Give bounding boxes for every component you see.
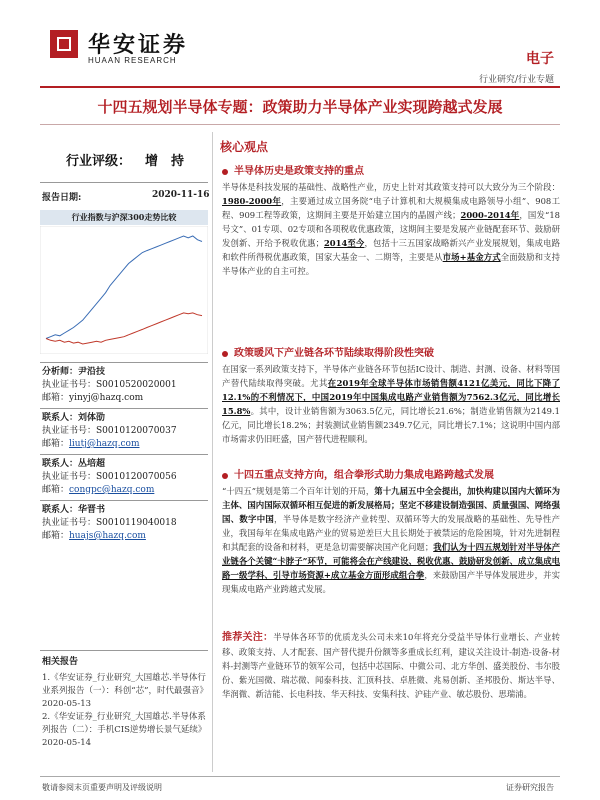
text-run: ，包括十三五国家战略新兴产业发展规划，集成电路和软件所得税优惠政策，国家大基金一、二期等，主要是从: [222, 238, 561, 262]
analyst-cert: 执业证书号：S0010120070037: [42, 426, 177, 436]
related-reports-heading: 相关报告: [42, 657, 79, 667]
analyst-role: 分析师：: [42, 367, 79, 377]
analyst-email[interactable]: yinyj@hazq.com: [69, 393, 144, 403]
analyst-role: 联系人：: [42, 505, 79, 515]
section-3-text: [222, 484, 560, 596]
recommendation-label: 推荐关注：: [222, 632, 274, 643]
rating: [66, 150, 184, 169]
highlight: 在2019年全球半导体市场销售额4121亿美元，同比下降了12.1%的不利情况下，中国2019年中国集成电路产业销售额为7562.3亿元，同比增长15.8%: [222, 378, 560, 416]
logo-cn: 华安证券: [88, 32, 189, 58]
left-divider: [40, 408, 208, 409]
email-label: 邮箱：: [42, 531, 70, 541]
text-run: 半导体各环节的优质龙头公司未来10年将充分受益半导体行业增长、产业转移、政策支持、人才配套、国产替代提升份额等多重成长红利，建议关注设计-制造-设备-材料-封测等产业链环节的领军公司，包括中芯国际、中微公司、北方华创、盛美股份、韦尔股份、紫光国微、瑞芯微、闻泰科技、汇顶科技、卓胜微、兆易创新、圣邦股份、斯达半导、华润微、新洁能、长电科技、华天科技、安集科技、沪硅产业、敏芯股份、思瑞浦。: [222, 632, 561, 699]
recommendation-text: [222, 630, 560, 701]
text-run: ，国发“18号文”、01专项、02专项和各项税收优惠政策，这期间主要是发展产业链配套环节、鼓励研发创新、开给予税收优惠；: [222, 210, 560, 248]
analyst-name: 丛培超: [78, 459, 106, 469]
text-run: 在国家一系列政策支持下，半导体产业链各环节包括IC设计、制造、封测、设备、材料等国产替代陆续取得突破。尤其: [222, 364, 560, 388]
text-run: ，来鼓励国产半导体发展进步，并实现集成电路产业跨越式发展。: [222, 570, 561, 594]
text-run: 。其中，设计业销售额为3063.5亿元，同比增长21.6%；制造业销售额为2149.1亿元，同比增长18.2%；封装测试业销售额2349.7亿元，同比增长7.1%；这说明中国内部市场需求仍旧旺盛，国产替代进程顺利。: [222, 406, 560, 444]
period-2: 2000-2014年: [460, 210, 520, 220]
email-label: 邮箱：: [42, 485, 70, 495]
analyst-name: 刘体劭: [78, 413, 106, 423]
analyst-cert: 执业证书号：S0010119040018: [42, 518, 177, 528]
section-2-heading: 政策暖风下产业链各环节陆续取得阶段性突破: [222, 344, 560, 359]
section-2-text: [222, 362, 560, 446]
footer-divider: [40, 776, 560, 777]
left-divider: [40, 454, 208, 455]
related-reports-list: [42, 672, 210, 750]
highlight: 第十九届五中全会提出，加快构建以国内大循环为主体、国内国际双循环相互促进的新发展格局；坚定不移建设制造强国、质量强国、网络强国、数字中国: [222, 486, 561, 524]
header-divider: [40, 86, 560, 88]
analyst-1: [42, 366, 177, 405]
market-fund: 市场+基金方式: [442, 252, 501, 262]
left-divider: [40, 500, 208, 501]
left-divider: [40, 182, 208, 183]
period-1: 1980-2000年: [222, 196, 282, 206]
related-report-item[interactable]: 2.《华安证券_行业研究_大国雄芯.半导体系列报告（二）：手机CIS逆势增长景气延续》2020-05-14: [42, 712, 207, 748]
email-label: 邮箱：: [42, 393, 70, 403]
date-label: 报告日期:: [42, 193, 82, 203]
text-run: ，主要通过成立国务院“电子计算机和大规模集成电路领导小组”、908工程、909工程等政策，这期间主要是开始建立国内的晶圆产线；: [222, 196, 560, 220]
analyst-3: [42, 458, 177, 497]
sector-label: 电子: [526, 51, 554, 67]
analyst-name: 华晋书: [78, 505, 106, 515]
related-report-item[interactable]: 1.《华安证券_行业研究_大国雄芯.半导体行业系列报告（一）：科创“芯”，时代最强音》2020-05-13: [42, 673, 208, 709]
analyst-email-link[interactable]: congpc@hazq.com: [69, 485, 155, 495]
text-run: 全面鼓励和支持半导体产业的自主可控。: [222, 252, 560, 276]
section-1-text: [222, 180, 560, 278]
analyst-cert: 执业证书号：S0010120070056: [42, 472, 177, 482]
rating-label: 行业评级：: [66, 154, 132, 169]
left-divider: [40, 362, 208, 363]
title-divider: [40, 124, 560, 125]
chart-title: 行业指数与沪深300走势比较: [40, 210, 208, 225]
analyst-cert: 执业证书号：S0010520020001: [42, 380, 177, 390]
analyst-role: 联系人：: [42, 413, 79, 423]
report-title: 十四五规划半导体专题：政策助力半导体产业实现跨越式发展: [97, 98, 503, 116]
analyst-name: 尹沿技: [78, 367, 106, 377]
analyst-2: [42, 412, 177, 451]
text-run: ，半导体是数字经济产业转型、双循环等大的发展战略的基础性、先导性产业，我国每年在集成电路产业的贸易逆差巨大且长期处于被禁运的危险困境，针对先进制程和其配套的设备和材料，更是急切需要解决国产化问题；: [222, 514, 560, 552]
date-value: 2020-11-16: [152, 190, 210, 200]
email-label: 邮箱：: [42, 439, 70, 449]
section-3-heading: 十四五重点支持方向，组合拳形式助力集成电路跨越式发展: [222, 466, 560, 481]
analyst-email-link[interactable]: liutj@hazq.com: [69, 439, 140, 449]
rating-value: 增 持: [145, 154, 185, 169]
logo-en: HUAAN RESEARCH: [88, 56, 177, 65]
section-1-heading: 半导体历史是政策支持的重点: [222, 162, 560, 177]
index-chart: [40, 226, 208, 354]
left-divider: [40, 650, 208, 651]
analyst-4: [42, 504, 177, 543]
text-run: “十四五”规划是第二个百年计划的开局，: [222, 486, 375, 496]
period-3: 2014至今: [323, 238, 365, 248]
text-run: 半导体是科技发展的基础性、战略性产业，历史上针对其政策支持可以大致分为三个阶段：: [222, 182, 560, 192]
analyst-role: 联系人：: [42, 459, 79, 469]
report-path: 行业研究/行业专题: [478, 75, 554, 85]
footer-disclaimer: 敬请参阅末页重要声明及评级说明: [42, 783, 162, 792]
analyst-email-link[interactable]: huajs@hazq.com: [69, 531, 146, 541]
highlight: 我们认为十四五规划针对半导体产业链各个关键“卡脖子”环节，可能将会在产线建设、税收优惠、鼓励研发创新、成立集成电路一级学科、引导市场资源+成立基金方面形成组合拳: [222, 542, 561, 580]
column-divider: [212, 132, 213, 772]
footer-report-type: 证券研究报告: [506, 783, 554, 792]
logo-icon: [50, 30, 78, 58]
core-views-heading: 核心观点: [220, 140, 269, 154]
